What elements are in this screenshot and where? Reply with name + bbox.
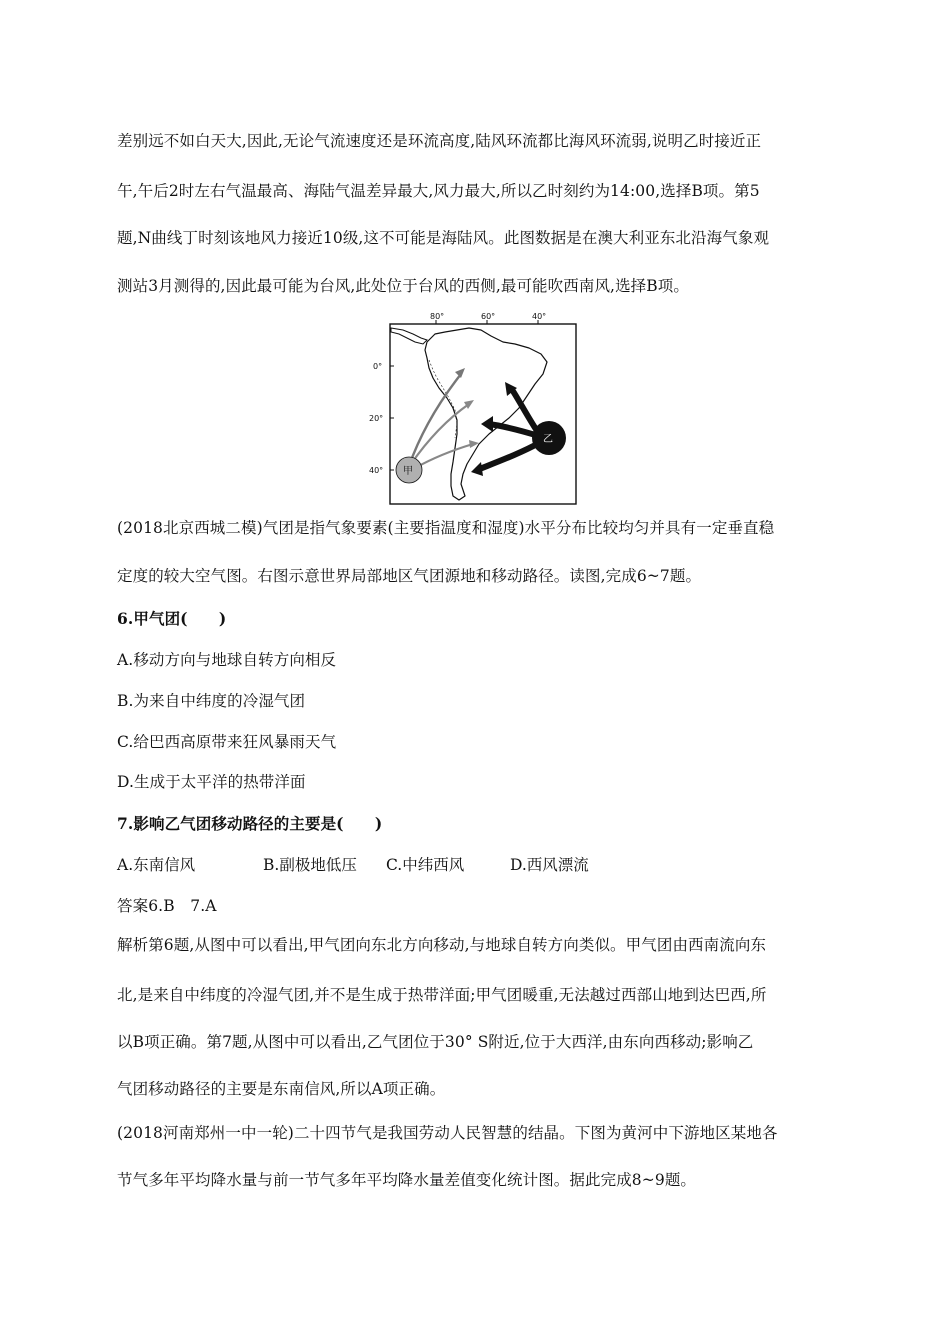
question-intro-line: 定度的较大空气图。右图示意世界局部地区气团源地和移动路径。读图,完成6~7题。 — [117, 567, 702, 585]
air-mass-yi-label: 乙 — [543, 434, 553, 445]
paragraph-line: 差别远不如白天大,因此,无论气流速度还是环流高度,陆风环流都比海风环流弱,说明乙时接近正 — [117, 132, 762, 150]
lat-label-20: 20° — [369, 414, 384, 423]
question-7-option-b: B.副极地低压 — [263, 856, 357, 874]
lat-label-40: 40° — [369, 466, 384, 475]
question-6-option-d: D.生成于太平洋的热带洋面 — [117, 773, 306, 791]
question-6-stem: 6.甲气团( ) — [117, 609, 227, 628]
lat-label-0: 0° — [373, 362, 383, 371]
paragraph-line: 题,N曲线丁时刻该地风力接近10级,这不可能是海陆风。此图数据是在澳大利亚东北沿海气象观 — [117, 229, 770, 247]
question-6-option-c: C.给巴西高原带来狂风暴雨天气 — [117, 733, 337, 751]
air-mass-jia-label: 甲 — [403, 466, 413, 477]
question-7-option-c: C.中纬西风 — [386, 856, 465, 874]
analysis-line: 以B项正确。第7题,从图中可以看出,乙气团位于30° S附近,位于大西洋,由东向西移动;影响乙 — [117, 1033, 754, 1051]
next-question-intro-line: (2018河南郑州一中一轮)二十四节气是我国劳动人民智慧的结晶。下图为黄河中下游地区某地各 — [117, 1124, 778, 1142]
next-question-intro-line: 节气多年平均降水量与前一节气多年平均降水量差值变化统计图。据此完成8~9题。 — [117, 1171, 697, 1189]
paragraph-line: 午,午后2时左右气温最高、海陆气温差异最大,风力最大,所以乙时刻约为14:00,选择B项。第5 — [117, 182, 760, 200]
lon-label-60: 60° — [481, 312, 496, 321]
question-7-stem: 7.影响乙气团移动路径的主要是( ) — [117, 814, 383, 833]
question-6-option-a: A.移动方向与地球自转方向相反 — [117, 651, 337, 669]
question-intro-line: (2018北京西城二模)气团是指气象要素(主要指温度和湿度)水平分布比较均匀并具有一定垂直稳 — [117, 519, 775, 537]
analysis-line: 北,是来自中纬度的冷湿气团,并不是生成于热带洋面;甲气团暖重,无法越过西部山地到达巴西,所 — [117, 986, 767, 1004]
analysis-line: 解析第6题,从图中可以看出,甲气团向东北方向移动,与地球自转方向类似。甲气团由西南流向东 — [117, 936, 767, 954]
question-7-option-d: D.西风漂流 — [510, 856, 589, 874]
question-6-option-b: B.为来自中纬度的冷湿气团 — [117, 692, 306, 710]
answer-line: 答案6.B 7.A — [117, 897, 217, 915]
south-america-map — [369, 312, 579, 506]
paragraph-line: 测站3月测得的,因此最可能为台风,此处位于台风的西侧,最可能吹西南风,选择B项。 — [117, 277, 689, 295]
lon-label-80: 80° — [430, 312, 445, 321]
air-mass-map-figure — [369, 312, 579, 506]
analysis-line: 气团移动路径的主要是东南信风,所以A项正确。 — [117, 1080, 446, 1098]
question-7-option-a: A.东南信风 — [117, 856, 196, 874]
lon-label-40: 40° — [532, 312, 547, 321]
